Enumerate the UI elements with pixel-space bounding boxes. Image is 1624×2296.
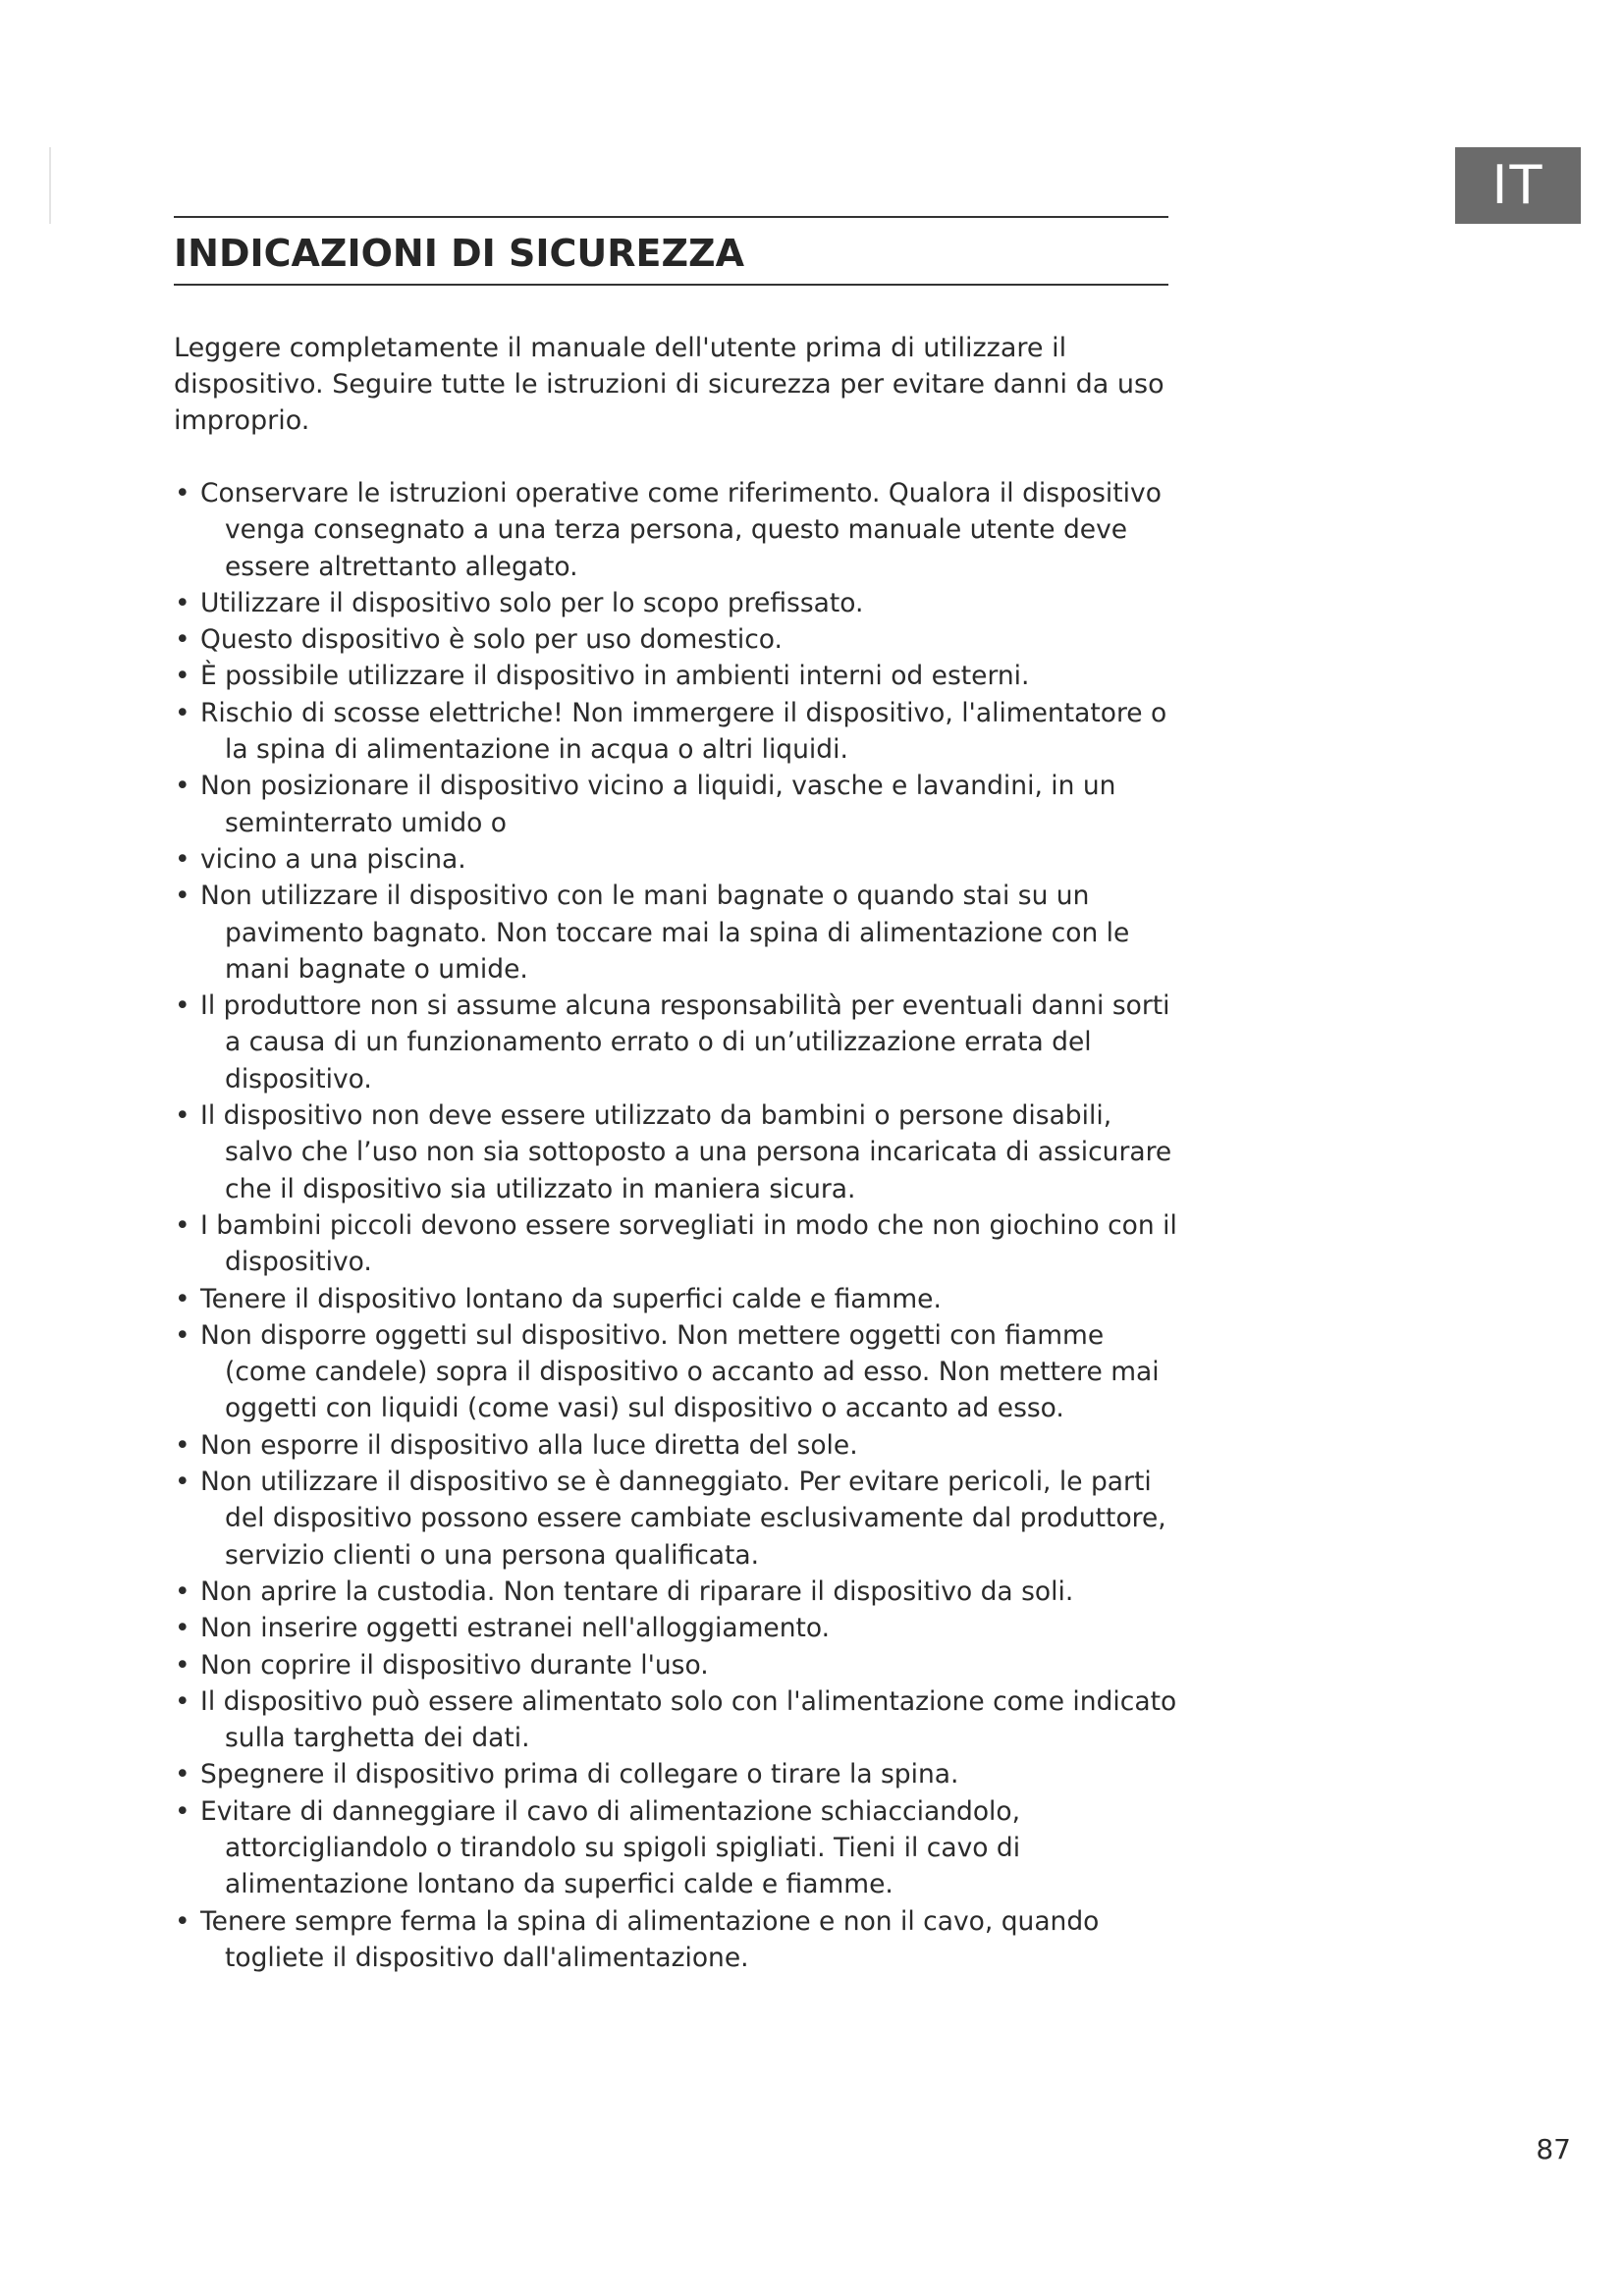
bullet-icon: • — [175, 624, 190, 656]
list-item — [174, 1207, 1185, 1281]
bullet-icon: • — [175, 881, 190, 912]
bullet-icon: • — [175, 1795, 190, 1827]
list-item-text: Il dispositivo può essere alimentato solo con l'alimentazione come indicato sulla targhetta dei dati. — [200, 1685, 1177, 1754]
list-item-text: Utilizzare il dispositivo solo per lo scopo prefissato. — [200, 587, 864, 618]
list-item — [174, 878, 1185, 988]
list-item-text: Non utilizzare il dispositivo con le mani bagnate o quando stai su un pavimento bagnato. Non toccare mai la spina di alimentazione con le mani bagnate o umide. — [200, 881, 1130, 985]
list-item-text: Evitare di danneggiare il cavo di alimentazione schiacciandolo, attorcigliandolo o tirandolo su spigoli spigliati. Tieni il cavo di alimentazione lontano da superfici calde e fiamme. — [200, 1795, 1021, 1900]
list-item — [174, 1281, 1185, 1317]
bullet-icon: • — [175, 587, 190, 618]
list-item — [174, 1903, 1185, 1977]
bullet-icon: • — [175, 1575, 190, 1607]
list-item-text: Il dispositivo non deve essere utilizzato da bambini o persone disabili, salvo che l’uso non sia sottoposto a una persona incaricata di assicurare che il dispositivo sia utilizzato in maniera sicura. — [200, 1100, 1172, 1204]
bullet-icon: • — [175, 843, 190, 875]
bullet-icon: • — [175, 1283, 190, 1314]
title-rule-bottom — [174, 284, 1168, 286]
list-item-text: È possibile utilizzare il dispositivo in ambienti interni od esterni. — [200, 661, 1030, 692]
list-item — [174, 1793, 1185, 1903]
bullet-icon: • — [175, 1649, 190, 1681]
list-item — [174, 621, 1185, 658]
list-item-text: Non posizionare il dispositivo vicino a liquidi, vasche e lavandini, in un seminterrato umido o — [200, 771, 1116, 838]
list-item-text: Non inserire oggetti estranei nell'alloggiamento. — [200, 1613, 831, 1644]
list-item — [174, 695, 1185, 769]
list-item — [174, 1574, 1185, 1610]
list-item-text: vicino a una piscina. — [200, 843, 466, 875]
list-item-text: Conservare le istruzioni operative come riferimento. Qualora il dispositivo venga consegnato a una terza persona, questo manuale utente deve essere altrettanto allegato. — [200, 478, 1162, 582]
list-item-text: Questo dispositivo è solo per uso domestico. — [200, 624, 783, 656]
list-item — [174, 1647, 1185, 1683]
list-item — [174, 1317, 1185, 1427]
bullet-icon: • — [175, 1685, 190, 1717]
list-item-text: Tenere sempre ferma la spina di alimentazione e non il cavo, quando togliete il dispositivo dall'alimentazione. — [200, 1905, 1100, 1973]
bullet-icon: • — [175, 1319, 190, 1351]
bullet-icon: • — [175, 1429, 190, 1461]
list-item — [174, 1610, 1185, 1646]
bullet-icon: • — [175, 771, 190, 802]
list-item — [174, 1097, 1185, 1207]
bullet-icon: • — [175, 1759, 190, 1790]
page-number: 87 — [1536, 2133, 1571, 2165]
list-item — [174, 585, 1185, 621]
list-item — [174, 1464, 1185, 1574]
page-title: INDICAZIONI DI SICUREZZA — [174, 232, 744, 275]
bullet-icon: • — [175, 478, 190, 508]
safety-list — [174, 475, 1185, 1976]
bullet-icon: • — [175, 661, 190, 692]
list-item — [174, 768, 1185, 841]
list-item — [174, 841, 1185, 878]
list-item — [174, 475, 1185, 585]
list-item-text: Non disporre oggetti sul dispositivo. Non mettere oggetti con fiamme (come candele) sopra il dispositivo o accanto ad esso. Non mettere mai oggetti con liquidi (come vasi) sul dispositivo o accanto ad esso. — [200, 1319, 1160, 1424]
bullet-icon: • — [175, 1613, 190, 1644]
list-item-text: Tenere il dispositivo lontano da superfici calde e fiamme. — [200, 1283, 942, 1314]
bullet-icon: • — [175, 697, 190, 728]
list-item — [174, 658, 1185, 694]
list-item-text: Non utilizzare il dispositivo se è danneggiato. Per evitare pericoli, le parti del dispositivo possono essere cambiate esclusivamente dal produttore, servizio clienti o una persona qualificata. — [200, 1467, 1166, 1571]
list-item-text: Spegnere il dispositivo prima di collegare o tirare la spina. — [200, 1759, 959, 1790]
bullet-icon: • — [175, 1209, 190, 1241]
margin-mark — [49, 147, 51, 224]
list-item — [174, 988, 1185, 1097]
list-item-text: I bambini piccoli devono essere sorvegliati in modo che non giochino con il dispositivo. — [200, 1209, 1177, 1278]
list-item-text: Non aprire la custodia. Non tentare di riparare il dispositivo da soli. — [200, 1575, 1074, 1607]
bullet-icon: • — [175, 1905, 190, 1937]
list-item-text: Non coprire il dispositivo durante l'uso. — [200, 1649, 709, 1681]
list-item — [174, 1427, 1185, 1464]
language-tab: IT — [1455, 147, 1581, 224]
list-item — [174, 1683, 1185, 1757]
list-item — [174, 1756, 1185, 1792]
bullet-icon: • — [175, 990, 190, 1022]
list-item-text: Rischio di scosse elettriche! Non immergere il dispositivo, l'alimentatore o la spina di alimentazione in acqua o altri liquidi. — [200, 697, 1167, 766]
list-item-text: Il produttore non si assume alcuna responsabilità per eventuali danni sorti a causa di un funzionamento errato o di un’utilizzazione errata del dispositivo. — [200, 990, 1170, 1095]
bullet-icon: • — [175, 1467, 190, 1498]
intro-paragraph: Leggere completamente il manuale dell'utente prima di utilizzare il dispositivo. Seguire tutte le istruzioni di sicurezza per evitare danni da uso improprio. — [174, 333, 1164, 436]
list-item-text: Non esporre il dispositivo alla luce diretta del sole. — [200, 1429, 858, 1461]
bullet-icon: • — [175, 1100, 190, 1132]
title-rule-top — [174, 216, 1168, 218]
